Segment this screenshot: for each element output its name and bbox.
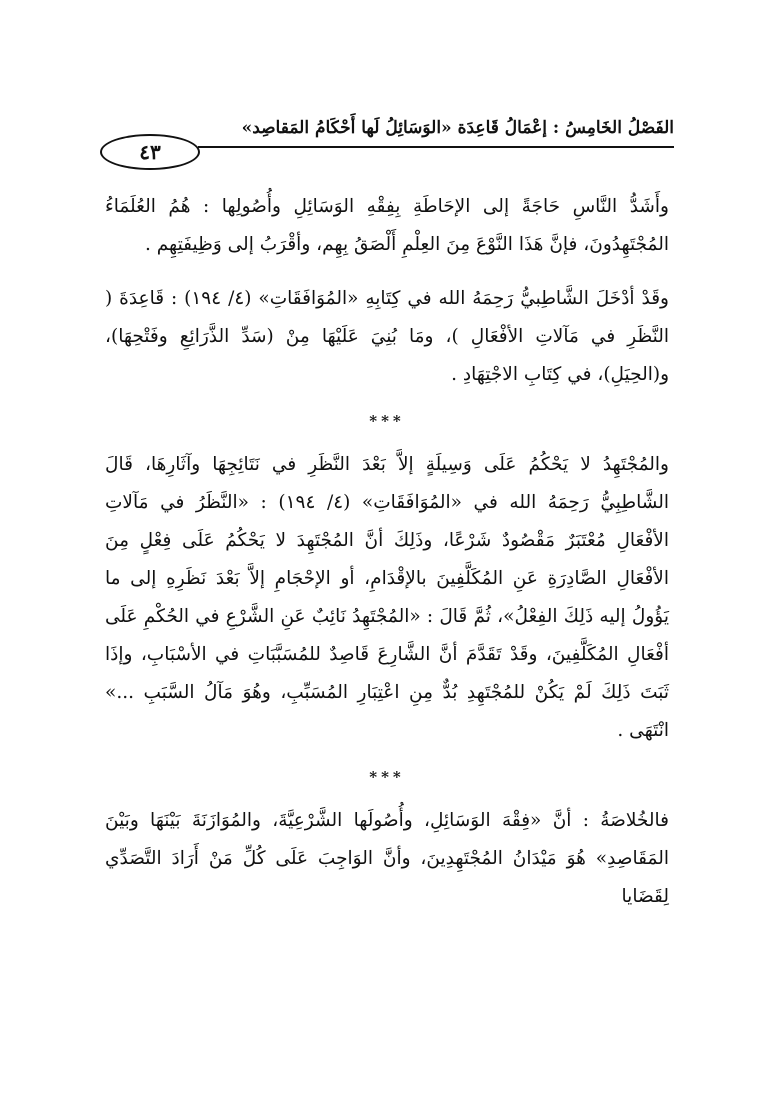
paragraph-4: فالخُلاصَةُ : أنَّ «فِقْهَ الوَسَائِلِ، وأُصُولَها الشَّرْعِيَّةَ، والمُوَازَنَةَ بَيْنَهَا وبَيْنَ المَقَاصِدِ» هُوَ مَيْدَانُ المُجْتَهِدِينَ، وأنَّ الوَاجِبَ عَلَى كُلِّ مَنْ أَرَادَ التَّصَدِّي لِقَضَايا [105, 810, 669, 907]
page-number: ٤٣ [100, 134, 200, 170]
page-header [100, 112, 674, 164]
paragraph-gap [105, 264, 669, 280]
paragraph-2: وقَدْ أدْخَلَ الشَّاطِبيُّ رَحِمَهُ الله في كِتَابِهِ «المُوَافَقَاتِ» (٤/ ١٩٤) : قَاعِدَةَ ( النَّظَرِ في مَآلاتِ الأفْعَالِ )، ومَا بُنِيَ عَلَيْهَا مِنْ (سَدِّ الذَّرَائِعِ وفَتْحِهَا)، و(الحِيَلِ)، في كِتَابِ الاجْتِهَادِ . [105, 288, 669, 385]
header-rule [198, 146, 674, 148]
body-text [105, 188, 669, 916]
paragraph-1: وأَشَدُّ النَّاسِ حَاجَةً إلى الإحَاطَةِ بِفِقْهِ الوَسَائِلِ وأُصُولِها : هُمُ العُلَمَاءُ المُجْتَهِدُونَ، فإنَّ هَذَا النَّوْعَ مِنَ العِلْمِ أَلْصَقُ بِهِم، وأقْرَبُ إلى وَظِيفَتِهِم . [105, 196, 669, 255]
running-title: الفَصْلُ الخَامِسُ : إعْمَالُ قَاعِدَة «الوَسَائِلُ لَها أَحْكَامُ المَقاصِد» [241, 118, 674, 138]
paragraph-3: والمُجْتَهِدُ لا يَحْكُمُ عَلَى وَسِيلَةٍ إلاَّ بَعْدَ النَّظَرِ في نَتَائِجِهَا وآثَارِهَا، قَالَ الشَّاطِبِيُّ رَحِمَهُ الله في «المُوَافَقَاتِ» (٤/ ١٩٤) : «النَّظَرُ في مَآلاتِ الأفْعَالِ مُعْتَبَرٌ مَقْصُودٌ شَرْعًا، وذَلِكَ أنَّ المُجْتَهِدَ لا يَحْكُمُ عَلَى فِعْلٍ مِنَ الأفْعَالِ الصَّادِرَةِ عَنِ المُكَلَّفِينَ بالإقْدَامِ، أو الإحْجَامِ إلاَّ بَعْدَ نَظَرِهِ إلى ما يَؤُولُ إليه ذَلِكَ الفِعْلُ»، ثُمَّ قَالَ : «المُجْتَهِدُ نَائِبٌ عَنِ الشَّرْعِ في الحُكْمِ عَلَى أفْعَالِ المُكَلَّفِينَ، وقَدْ تَقَدَّمَ أنَّ الشَّارِعَ قَاصِدٌ للمُسَبَّبَاتِ في الأسْبَابِ، وإذَا ثَبَتَ ذَلِكَ لَمْ يَكُنْ للمُجْتَهِدِ بُدٌّ مِنِ اعْتِبَارِ المُسَبِّبِ، وهُوَ مَآلُ السَّبَبِ ...» انْتَهَى . [105, 454, 669, 741]
section-separator-1: *** [369, 412, 405, 430]
section-separator-2: *** [369, 768, 405, 786]
